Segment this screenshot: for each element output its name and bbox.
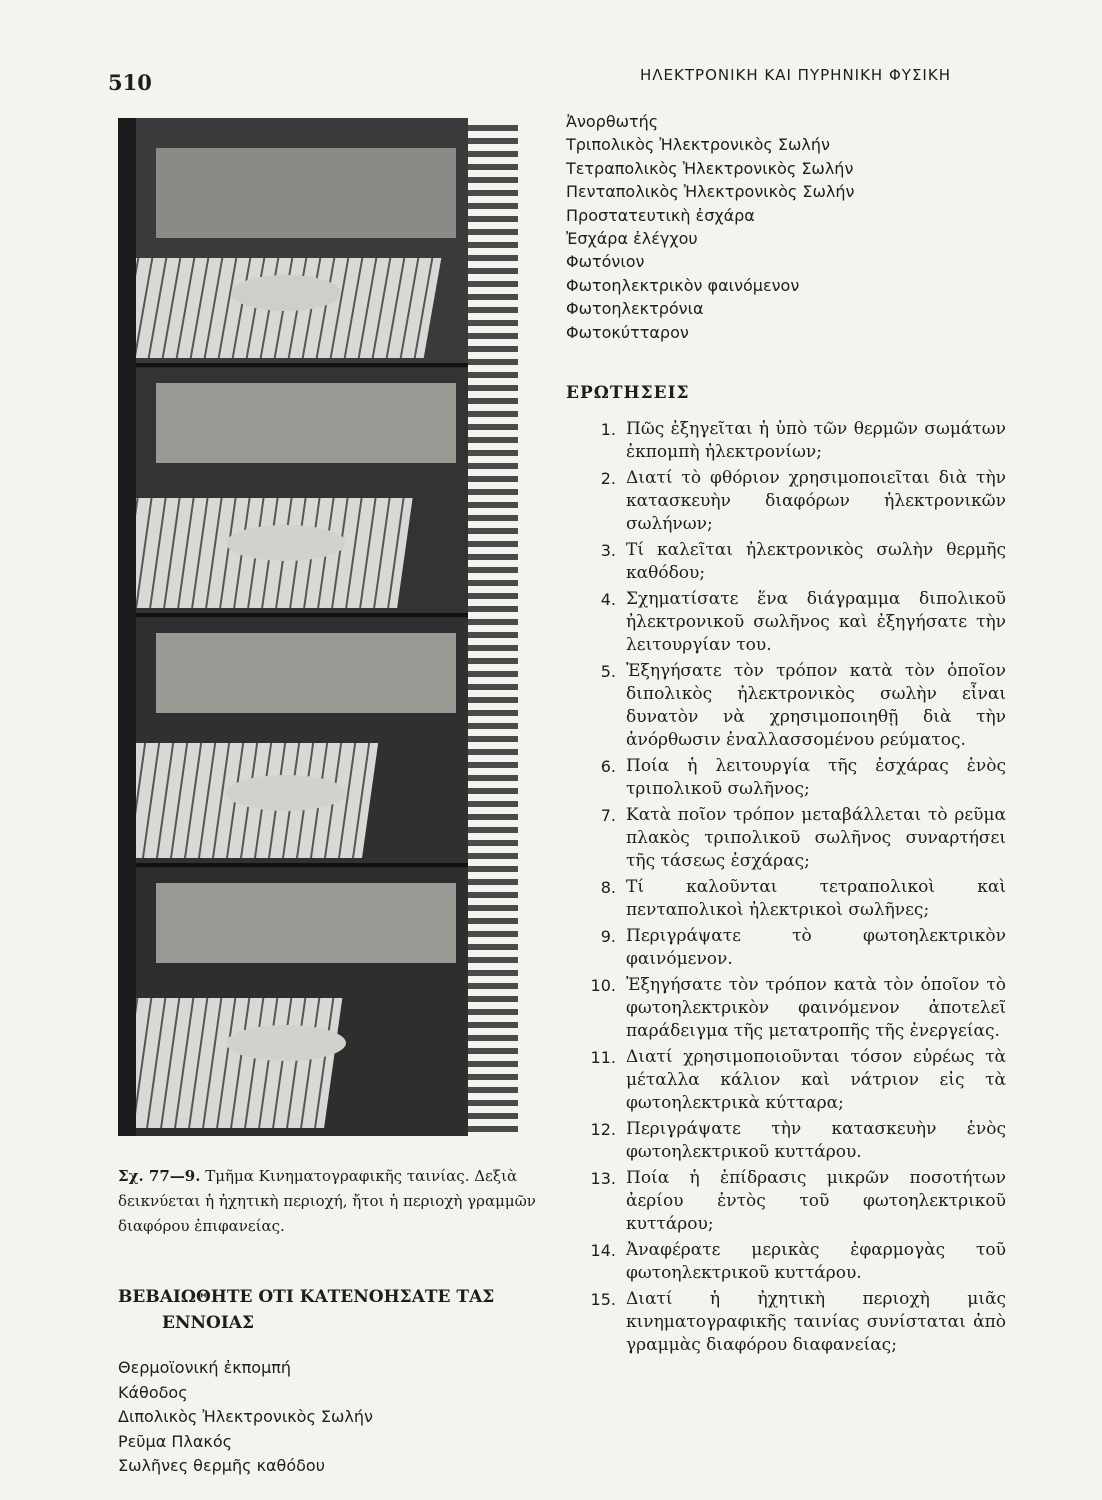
- frame-3: [136, 618, 468, 863]
- question-text: Πῶς ἐξηγεῖται ἡ ὑπὸ τῶν θερμῶν σωμάτων ἐκπομπὴ ἠλεκτρονίων;: [626, 419, 1006, 462]
- question-text: Τί καλοῦνται τετραπολικοὶ καὶ πενταπολικοὶ ἠλεκτρικοὶ σωλῆνες;: [626, 877, 1006, 920]
- question-text: Διατί χρησιμοποιοῦνται τόσον εὐρέως τὰ μέταλλα κάλιον καὶ νάτριον εἰς τὰ φωτοηλεκτρικὰ κύτταρα;: [626, 1047, 1006, 1113]
- concept-item: Κάθοδος: [118, 1382, 188, 1402]
- question-item: [566, 1046, 1006, 1115]
- film-strip-photo: [118, 118, 518, 1136]
- question-item: [566, 467, 1006, 536]
- question-text: Ἐξηγήσατε τὸν τρόπον κατὰ τὸν ὁποῖον διπολικὸς ἠλεκτρονικὸς σωλὴν εἶναι δυνατὸν νὰ χρησιμοποιηθῇ διὰ τὴν ἀνόρθωσιν ἐναλλασσομένου ρεύματος.: [626, 661, 1006, 750]
- question-text: Περιγράψατε τὴν κατασκευὴν ἑνὸς φωτοηλεκτρικοῦ κυττάρου.: [626, 1119, 1006, 1162]
- terms-list: [566, 110, 854, 344]
- term-item: Τετραπολικὸς Ἠλεκτρονικὸς Σωλήν: [566, 158, 854, 178]
- question-text: Ποία ἡ ἐπίδρασις μικρῶν ποσοτήτων ἀερίου ἐντὸς τοῦ φωτοηλεκτρικοῦ κυττάρου;: [626, 1168, 1006, 1234]
- questions-title: ΕΡΩΤΗΣΕΙΣ: [566, 383, 690, 403]
- term-item: Φωτοηλεκτρικὸν φαινόμενον: [566, 275, 800, 295]
- concepts-title-line1: ΒΕΒΑΙΩΘΗΤΕ ΟΤΙ ΚΑΤΕΝΟΗΣΑΤΕ ΤΑΣ: [118, 1287, 495, 1307]
- question-number: 7.: [600, 806, 616, 825]
- question-text: Διατί ἡ ἠχητικὴ περιοχὴ μιᾶς κινηματογραφικῆς ταινίας συνίσταται ἀπὸ γραμμὰς διαφόρου διαφανείας;: [626, 1289, 1006, 1355]
- question-number: 11.: [590, 1048, 616, 1067]
- frame-1: [136, 118, 468, 363]
- term-item: Τριπολικὸς Ἠλεκτρονικὸς Σωλήν: [566, 135, 830, 155]
- question-item: [566, 925, 1006, 971]
- question-item: [566, 1167, 1006, 1236]
- concept-item: Ρεῦμα Πλακός: [118, 1431, 233, 1451]
- question-text: Τί καλεῖται ἠλεκτρονικὸς σωλὴν θερμῆς καθόδου;: [626, 540, 1006, 583]
- question-number: 9.: [600, 927, 616, 946]
- question-number: 14.: [590, 1241, 616, 1260]
- question-number: 5.: [600, 662, 616, 681]
- question-number: 6.: [600, 757, 616, 776]
- question-item: [566, 588, 1006, 657]
- concept-item: Διπολικὸς Ἠλεκτρονικὸς Σωλήν: [118, 1407, 373, 1426]
- question-item: [566, 755, 1006, 801]
- page-number: 510: [108, 70, 152, 95]
- question-item: [566, 660, 1006, 752]
- question-number: 2.: [600, 469, 616, 488]
- question-item: [566, 1288, 1006, 1357]
- question-number: 12.: [590, 1120, 616, 1139]
- term-item: Φωτοκύτταρον: [566, 322, 689, 342]
- question-number: 3.: [600, 541, 616, 560]
- frame-2: [136, 368, 468, 613]
- term-item: Πενταπολικὸς Ἠλεκτρονικὸς Σωλήν: [566, 182, 855, 202]
- question-item: [566, 1118, 1006, 1164]
- film-edge: [118, 118, 136, 1136]
- question-number: 15.: [590, 1290, 616, 1309]
- figure-caption: [118, 1164, 548, 1239]
- questions-list: [566, 418, 1006, 1360]
- question-text: Ἐξηγήσατε τὸν τρόπον κατὰ τὸν ὁποῖον τὸ φωτοηλεκτρικὸν φαινόμενον ἀποτελεῖ παράδειγμα τῆς μετατροπῆς τῆς ἐνεργείας.: [626, 975, 1006, 1041]
- question-item: [566, 804, 1006, 873]
- concepts-title: [118, 1284, 558, 1336]
- piano-frames: [136, 118, 488, 1136]
- question-item: [566, 1239, 1006, 1285]
- term-item: Φωτοηλεκτρόνια: [566, 299, 704, 319]
- question-number: 1.: [600, 420, 616, 439]
- figure-label: Σχ. 77—9.: [118, 1167, 201, 1185]
- question-item: [566, 418, 1006, 464]
- term-item: Ἀνορθωτής: [566, 112, 659, 131]
- question-text: Περιγράψατε τὸ φωτοηλεκτρικὸν φαινόμενον.: [626, 926, 1006, 969]
- question-text: Ἀναφέρατε μερικὰς ἐφαρμογὰς τοῦ φωτοηλεκτρικοῦ κυττάρου.: [626, 1240, 1006, 1283]
- term-item: Ἐσχάρα ἐλέγχου: [566, 229, 698, 249]
- question-item: [566, 539, 1006, 585]
- question-item: [566, 876, 1006, 922]
- question-number: 13.: [590, 1169, 616, 1188]
- question-item: [566, 974, 1006, 1043]
- concept-item: Θερμοϊονική ἐκπομπή: [118, 1358, 292, 1377]
- frame-4: [136, 868, 468, 1136]
- question-number: 8.: [600, 878, 616, 897]
- figure-caption-text: Τμῆμα Κινηματογραφικῆς ταινίας. Δεξιὰ δεικνύεται ἡ ἠχητικὴ περιοχή, ἤτοι ἡ περιοχὴ γραμμῶν διαφόρου ἐπιφανείας.: [118, 1167, 536, 1235]
- concepts-title-line2: ΕΝΝΟΙΑΣ: [162, 1313, 255, 1333]
- sound-track: [468, 118, 518, 1136]
- term-item: Προστατευτικὴ ἐσχάρα: [566, 205, 755, 225]
- term-item: Φωτόνιον: [566, 252, 645, 272]
- question-text: Διατί τὸ φθόριον χρησιμοποιεῖται διὰ τὴν κατασκευὴν διαφόρων ἠλεκτρονικῶν σωλήνων;: [626, 468, 1006, 534]
- question-text: Κατὰ ποῖον τρόπον μεταβάλλεται τὸ ρεῦμα πλακὸς τριπολικοῦ σωλῆνος συναρτήσει τῆς τάσεως ἐσχάρας;: [626, 805, 1006, 871]
- concept-item: Σωλῆνες θερμῆς καθόδου: [118, 1456, 325, 1475]
- question-number: 10.: [590, 976, 616, 995]
- question-text: Σχηματίσατε ἕνα διάγραμμα διπολικοῦ ἠλεκτρονικοῦ σωλῆνος καὶ ἐξηγήσατε τὴν λειτουργίαν του.: [626, 589, 1006, 655]
- question-text: Ποία ἡ λειτουργία τῆς ἐσχάρας ἑνὸς τριπολικοῦ σωλῆνος;: [626, 756, 1006, 799]
- running-head: ΗΛΕΚΤΡΟΝΙΚΗ ΚΑΙ ΠΥΡΗΝΙΚΗ ΦΥΣΙΚΗ: [640, 66, 951, 84]
- concepts-list: [118, 1356, 373, 1479]
- question-number: 4.: [600, 590, 616, 609]
